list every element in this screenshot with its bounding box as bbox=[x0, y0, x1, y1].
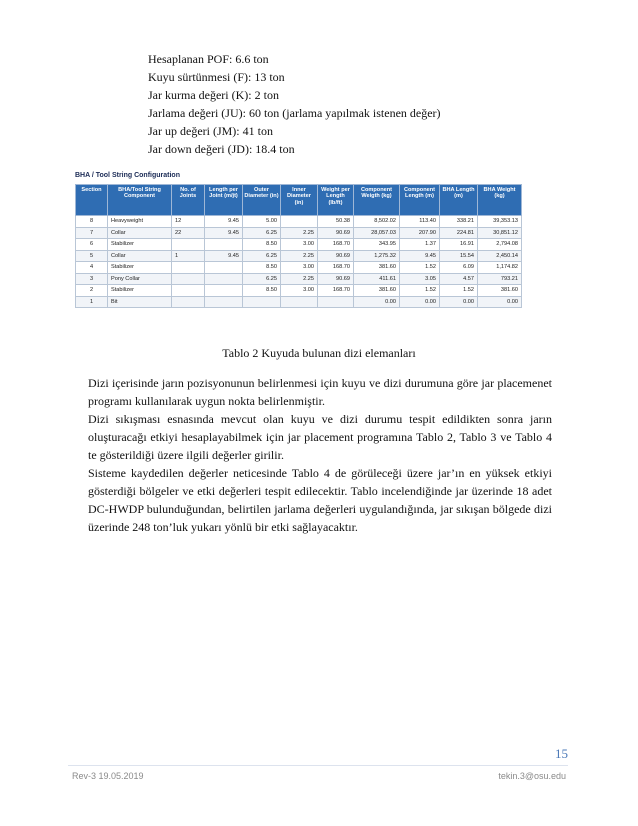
footer-divider bbox=[68, 765, 568, 766]
table-cell: 5.00 bbox=[243, 216, 281, 228]
table-cell: 4.57 bbox=[440, 273, 478, 285]
table-row bbox=[76, 262, 522, 274]
table-caption: Tablo 2 Kuyuda bulunan dizi elemanları bbox=[222, 346, 416, 360]
table-cell: 0.00 bbox=[400, 296, 440, 308]
table-cell bbox=[205, 296, 243, 308]
table-cell: 1.37 bbox=[400, 239, 440, 251]
table-cell: 3.00 bbox=[281, 262, 318, 274]
table-cell: 8 bbox=[76, 216, 108, 228]
table-cell: 90.69 bbox=[318, 273, 354, 285]
table-cell: 1.52 bbox=[440, 285, 478, 297]
param-pof: Hesaplanan POF: 6.6 ton bbox=[148, 52, 269, 66]
paragraph: Dizi sıkışması esnasında mevcut olan kuyu ve dizi durumu tespit edildikten sonra jarın oluşturacağı etkiyi hesaplayabilmek için jar placement programına Tablo 2, Tablo 3 ve Tablo 4 te gösterildiği üzere ilgili değerler girilir. bbox=[88, 412, 552, 462]
table-cell: 1,275.32 bbox=[354, 250, 400, 262]
table-cell bbox=[172, 273, 205, 285]
table-cell: 8.50 bbox=[243, 262, 281, 274]
column-header: BHA/Tool String Component bbox=[108, 185, 172, 216]
column-header: Section bbox=[76, 185, 108, 216]
table-cell: 3.05 bbox=[400, 273, 440, 285]
table-cell: Collar bbox=[108, 250, 172, 262]
table-cell: 2.25 bbox=[281, 273, 318, 285]
table-cell: Bit bbox=[108, 296, 172, 308]
table-cell: 30,851.12 bbox=[478, 227, 522, 239]
column-header: BHA Weight (kg) bbox=[478, 185, 522, 216]
table-cell: 1 bbox=[76, 296, 108, 308]
table-cell: 22 bbox=[172, 227, 205, 239]
table-cell: 0.00 bbox=[478, 296, 522, 308]
column-header: Outer Diameter (in) bbox=[243, 185, 281, 216]
table-cell bbox=[205, 262, 243, 274]
parameter-list bbox=[148, 50, 441, 158]
table-cell: 39,353.13 bbox=[478, 216, 522, 228]
table-cell: 1 bbox=[172, 250, 205, 262]
table-cell: 5 bbox=[76, 250, 108, 262]
param-friction: Kuyu sürtünmesi (F): 13 ton bbox=[148, 70, 285, 84]
table-cell: 0.00 bbox=[354, 296, 400, 308]
table-cell: 381.60 bbox=[354, 285, 400, 297]
table-cell: 381.60 bbox=[478, 285, 522, 297]
table-cell: 168.70 bbox=[318, 262, 354, 274]
table-cell: 9.45 bbox=[205, 216, 243, 228]
table-cell: 207.90 bbox=[400, 227, 440, 239]
table-cell: Collar bbox=[108, 227, 172, 239]
table-cell: 9.45 bbox=[400, 250, 440, 262]
table-cell: 381.60 bbox=[354, 262, 400, 274]
table-cell: 3.00 bbox=[281, 285, 318, 297]
table-cell: 8.50 bbox=[243, 285, 281, 297]
column-header: Weight per Length (lb/ft) bbox=[318, 185, 354, 216]
footer-email: tekin.3@osu.edu bbox=[498, 771, 566, 781]
column-header: Length per Joint (m/jt) bbox=[205, 185, 243, 216]
table-cell: Heavyweight bbox=[108, 216, 172, 228]
table-cell: 793.21 bbox=[478, 273, 522, 285]
table-cell bbox=[318, 296, 354, 308]
table-cell: 224.81 bbox=[440, 227, 478, 239]
table-cell: 6.25 bbox=[243, 273, 281, 285]
table-cell: 6 bbox=[76, 239, 108, 251]
table-cell: 168.70 bbox=[318, 285, 354, 297]
table-cell: 113.40 bbox=[400, 216, 440, 228]
bha-table-title: BHA / Tool String Configuration bbox=[75, 172, 180, 179]
table-row bbox=[76, 216, 522, 228]
table-cell bbox=[281, 296, 318, 308]
param-jar-down: Jar down değeri (JD): 18.4 ton bbox=[148, 142, 295, 156]
table-cell: 2 bbox=[76, 285, 108, 297]
table-cell: 6.09 bbox=[440, 262, 478, 274]
table-cell: 168.70 bbox=[318, 239, 354, 251]
table-cell bbox=[172, 296, 205, 308]
param-jar-value: Jarlama değeri (JU): 60 ton (jarlama yapılmak istenen değer) bbox=[148, 106, 441, 120]
table-cell: 2.25 bbox=[281, 250, 318, 262]
table-cell: 6.25 bbox=[243, 250, 281, 262]
table-cell: 9.45 bbox=[205, 227, 243, 239]
bha-table bbox=[75, 184, 522, 308]
table-cell: 16.91 bbox=[440, 239, 478, 251]
table-cell: 343.95 bbox=[354, 239, 400, 251]
table-row bbox=[76, 296, 522, 308]
table-cell bbox=[172, 262, 205, 274]
paragraph: Dizi içerisinde jarın pozisyonunun belirlenmesi için kuyu ve dizi durumuna göre jar placemenet programı kullanılarak uygun nokta belirlenmiştir. bbox=[88, 376, 552, 408]
table-row bbox=[76, 273, 522, 285]
table-cell: Stabilizer bbox=[108, 239, 172, 251]
table-cell: 4 bbox=[76, 262, 108, 274]
table-row bbox=[76, 227, 522, 239]
table-cell: 9.45 bbox=[205, 250, 243, 262]
table-cell: 0.00 bbox=[440, 296, 478, 308]
table-cell: 2.25 bbox=[281, 227, 318, 239]
table-cell: 338.21 bbox=[440, 216, 478, 228]
table-cell: 12 bbox=[172, 216, 205, 228]
table-row bbox=[76, 239, 522, 251]
body-text bbox=[88, 374, 552, 536]
table-cell: 90.69 bbox=[318, 250, 354, 262]
column-header: No. of Joints bbox=[172, 185, 205, 216]
footer-revision: Rev-3 19.05.2019 bbox=[72, 771, 144, 781]
table-cell: 50.38 bbox=[318, 216, 354, 228]
table-cell: 3.00 bbox=[281, 239, 318, 251]
paragraph: Sisteme kaydedilen değerler neticesinde Tablo 4 de görüleceği üzere jar’ın en yüksek etkiyi gösterdiği bölgeler ve etki değerleri tespit edilecektir. Tablo incelendiğinde jar üzerinde 18 adet DC-HWDP bulunduğundan, belirtilen jarlama değerleri uygulandığında, jar sıkışan bölgede dizi üzerinde 248 ton’luk yukarı yönlü bir etki sağlayacaktır. bbox=[88, 466, 552, 534]
column-header: Inner Diameter (in) bbox=[281, 185, 318, 216]
table-cell: 28,057.03 bbox=[354, 227, 400, 239]
table-cell bbox=[205, 285, 243, 297]
page-number: 15 bbox=[555, 746, 568, 761]
table-cell: 1.52 bbox=[400, 285, 440, 297]
table-row bbox=[76, 250, 522, 262]
table-cell: Stabilizer bbox=[108, 285, 172, 297]
table-cell bbox=[172, 285, 205, 297]
table-cell: 1,174.82 bbox=[478, 262, 522, 274]
table-cell: 6.25 bbox=[243, 227, 281, 239]
table-cell: 7 bbox=[76, 227, 108, 239]
table-cell: Stabilizer bbox=[108, 262, 172, 274]
table-cell: Pony Collar bbox=[108, 273, 172, 285]
column-header: Component Length (m) bbox=[400, 185, 440, 216]
column-header: BHA Length (m) bbox=[440, 185, 478, 216]
table-cell: 2,450.14 bbox=[478, 250, 522, 262]
param-jar-up: Jar up değeri (JM): 41 ton bbox=[148, 124, 273, 138]
table-cell: 1.52 bbox=[400, 262, 440, 274]
table-cell: 2,794.08 bbox=[478, 239, 522, 251]
table-header-row bbox=[76, 185, 522, 216]
table-cell: 411.61 bbox=[354, 273, 400, 285]
table-cell bbox=[281, 216, 318, 228]
table-cell: 8.50 bbox=[243, 239, 281, 251]
param-jar-cock: Jar kurma değeri (K): 2 ton bbox=[148, 88, 279, 102]
table-cell bbox=[172, 239, 205, 251]
table-cell bbox=[205, 239, 243, 251]
table-cell: 3 bbox=[76, 273, 108, 285]
table-cell: 90.69 bbox=[318, 227, 354, 239]
table-cell bbox=[205, 273, 243, 285]
table-row bbox=[76, 285, 522, 297]
table-cell: 15.54 bbox=[440, 250, 478, 262]
table-cell: 8,502.02 bbox=[354, 216, 400, 228]
column-header: Component Weigth (kg) bbox=[354, 185, 400, 216]
bha-table-figure bbox=[75, 172, 521, 308]
table-cell bbox=[243, 296, 281, 308]
